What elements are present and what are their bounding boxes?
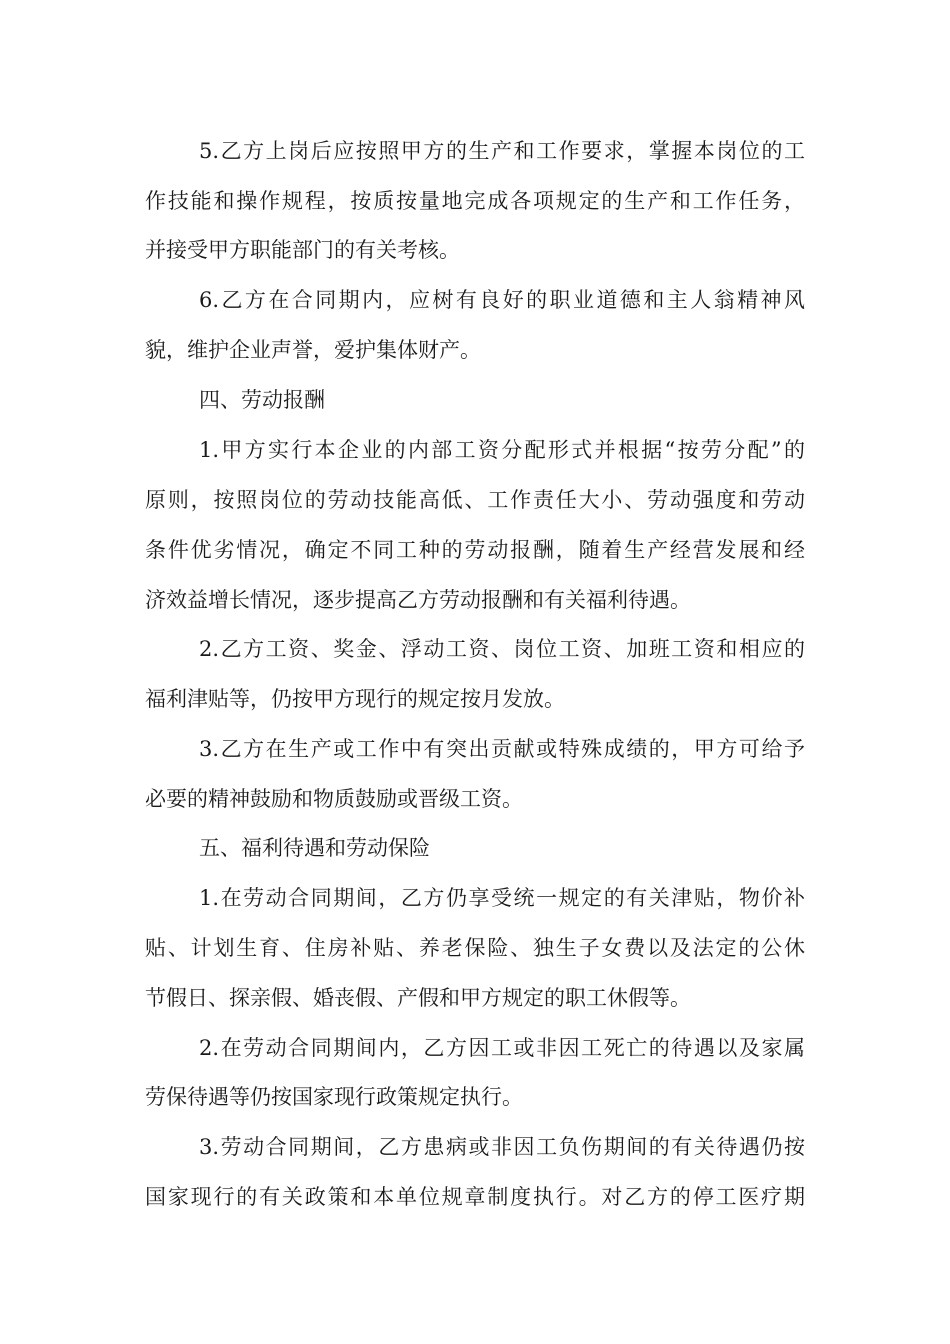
paragraph-line: 条件优劣情况，确定不同工种的劳动报酬，随着生产经营发展和经 <box>145 538 805 562</box>
paragraph-line: 国家现行的有关政策和本单位规章制度执行。对乙方的停工医疗期 <box>145 1185 805 1209</box>
paragraph-line: 福利津贴等，仍按甲方现行的规定按月发放。 <box>145 687 565 711</box>
paragraph-line: 贴、计划生育、住房补贴、养老保险、独生子女费以及法定的公休 <box>145 936 805 960</box>
paragraph-line: 1.在劳动合同期间，乙方仍享受统一规定的有关津贴，物价补 <box>199 886 805 910</box>
paragraph-line: 5.乙方上岗后应按照甲方的生产和工作要求，掌握本岗位的工 <box>199 139 805 163</box>
paragraph-line: 1.甲方实行本企业的内部工资分配形式并根据“按劳分配”的 <box>199 438 805 462</box>
paragraph-line: 6.乙方在合同期内，应树有良好的职业道德和主人翁精神风 <box>199 288 805 312</box>
paragraph-line: 貌，维护企业声誉，爱护集体财产。 <box>145 338 481 362</box>
paragraph-line: 节假日、探亲假、婚丧假、产假和甲方规定的职工休假等。 <box>145 986 691 1010</box>
paragraph-line: 必要的精神鼓励和物质鼓励或晋级工资。 <box>145 787 523 811</box>
paragraph-line: 2.在劳动合同期间内，乙方因工或非因工死亡的待遇以及家属 <box>199 1036 805 1060</box>
paragraph-line: 原则，按照岗位的劳动技能高低、工作责任大小、劳动强度和劳动 <box>145 488 805 512</box>
section-heading: 四、劳动报酬 <box>199 388 325 412</box>
paragraph-line: 劳保待遇等仍按国家现行政策规定执行。 <box>145 1085 523 1109</box>
paragraph-line: 3.劳动合同期间，乙方患病或非因工负伤期间的有关待遇仍按 <box>199 1135 805 1159</box>
paragraph-line: 济效益增长情况，逐步提高乙方劳动报酬和有关福利待遇。 <box>145 588 691 612</box>
paragraph-line: 作技能和操作规程，按质按量地完成各项规定的生产和工作任务， <box>145 189 805 213</box>
section-heading: 五、福利待遇和劳动保险 <box>199 836 430 860</box>
paragraph-line: 并接受甲方职能部门的有关考核。 <box>145 238 460 262</box>
paragraph-line: 3.乙方在生产或工作中有突出贡献或特殊成绩的，甲方可给予 <box>199 737 805 761</box>
paragraph-line: 2.乙方工资、奖金、浮动工资、岗位工资、加班工资和相应的 <box>199 637 805 661</box>
